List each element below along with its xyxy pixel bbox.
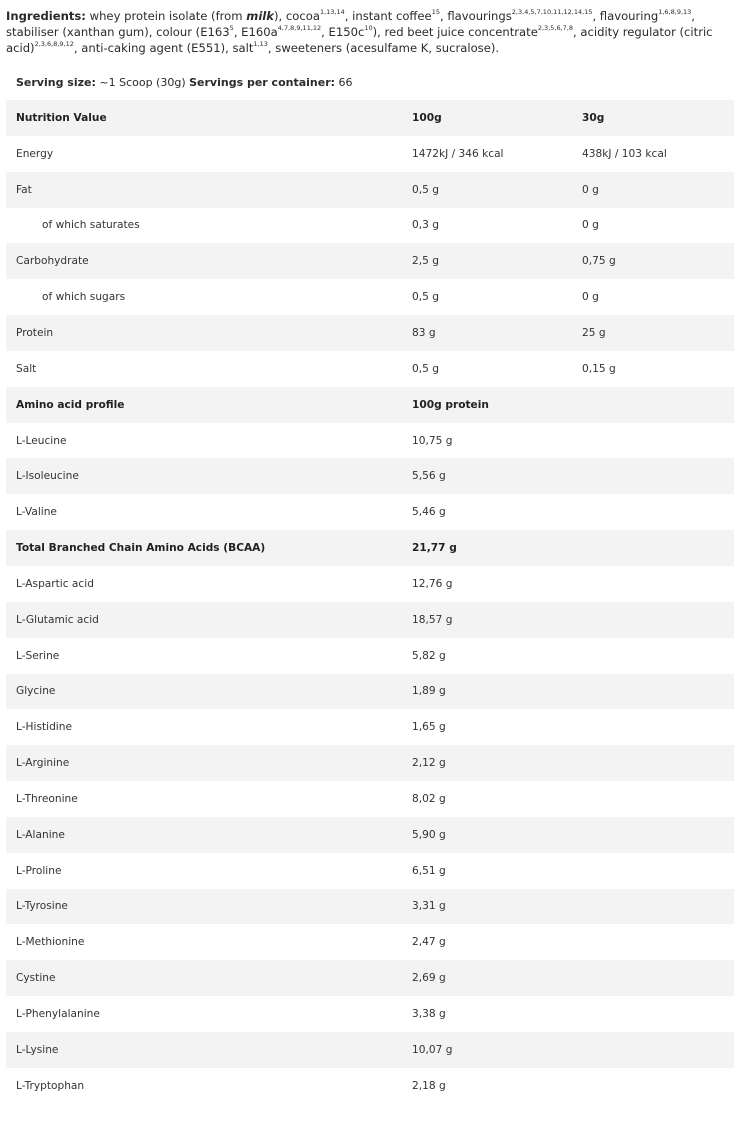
per-serving-cell: 25 g: [572, 315, 734, 351]
per-100g-cell: 2,12 g: [402, 745, 572, 781]
ingredients-text: [6, 8, 734, 56]
per-100g-cell: 83 g: [402, 315, 572, 351]
per-serving-cell: 0,15 g: [582, 362, 616, 375]
nutrient-name-cell: L-Proline: [16, 864, 62, 877]
per-100g-cell: 1,89 g: [402, 674, 572, 710]
ingredients-part: , flavourings: [439, 9, 512, 23]
per-serving-cell: [572, 781, 734, 817]
per-100g-cell: 0,5 g: [412, 291, 439, 304]
nutrient-name-cell: Fat: [6, 172, 402, 208]
per-serving-cell: [572, 1068, 734, 1104]
nutrient-name-cell: of which saturates: [42, 219, 140, 232]
per-100g-cell: 21,77 g: [402, 530, 572, 566]
nutrient-name-cell: Energy: [16, 147, 54, 160]
table-row: [6, 351, 734, 387]
per-serving-cell: [572, 530, 734, 566]
per-100g-cell: 0,3 g: [412, 219, 439, 232]
per-serving-cell: 0 g: [582, 291, 599, 304]
table-row: [6, 996, 734, 1032]
per-100g-cell: 1472kJ / 346 kcal: [412, 147, 504, 160]
nutrient-name-cell: Carbohydrate: [6, 243, 402, 279]
per-serving-cell: [572, 853, 734, 889]
footnote-ref: 5: [229, 24, 234, 33]
footnote-ref: 1,13,14: [319, 8, 345, 17]
nutrient-name-cell: L-Phenylalanine: [16, 1008, 100, 1021]
nutrient-name-cell: Amino acid profile: [6, 387, 402, 423]
per-serving-cell: [572, 889, 734, 925]
per-serving-cell: 438kJ / 103 kcal: [582, 147, 667, 160]
per-100g-cell: 5,90 g: [402, 817, 572, 853]
ingredients-part: ), red beet juice concentrate: [372, 25, 538, 39]
ingredients-label: Ingredients:: [6, 9, 86, 23]
per-serving-cell: [572, 709, 734, 745]
footnote-ref: 1,6,8,9,13: [658, 8, 692, 17]
per-serving-cell: [572, 745, 734, 781]
table-row: [6, 1068, 734, 1104]
per-serving-cell: [572, 423, 734, 459]
nutrient-name-cell: L-Tyrosine: [6, 889, 402, 925]
footnote-ref: 2,3,4,5,7,10,11,12,14,15: [511, 8, 593, 17]
table-row: [6, 279, 734, 315]
per-serving-cell: [572, 494, 734, 530]
per-100g-cell: 1,65 g: [412, 721, 446, 734]
nutrient-name-cell: L-Histidine: [16, 721, 72, 734]
nutrient-name-cell: of which sugars: [42, 291, 126, 304]
ingredients-part: , instant coffee: [344, 9, 432, 23]
per-100g-cell: 8,02 g: [412, 792, 446, 805]
ingredients-part: , flavouring: [592, 9, 659, 23]
footnote-ref: 1,13: [253, 40, 268, 49]
per-100g-cell: 2,69 g: [402, 960, 572, 996]
table-row: [6, 960, 734, 996]
nutrient-name-cell: L-Threonine: [16, 792, 78, 805]
nutrient-name-cell: Protein: [6, 315, 402, 351]
allergen-milk: milk: [246, 9, 274, 23]
table-row: [6, 243, 734, 279]
table-row: [6, 208, 734, 244]
per-serving-cell: [572, 566, 734, 602]
table-row: [6, 458, 734, 494]
table-row: [6, 638, 734, 674]
table-row: [6, 674, 734, 710]
table-row: [6, 136, 734, 172]
per-100g-cell: 100g: [402, 100, 572, 136]
table-row: [6, 745, 734, 781]
footnote-ref: 2,3,5,6,7,8: [537, 24, 574, 33]
per-100g-cell: 3,31 g: [402, 889, 572, 925]
per-100g-cell: 2,47 g: [412, 936, 446, 949]
per-100g-cell: 5,46 g: [412, 506, 446, 519]
nutrient-name-cell: L-Isoleucine: [6, 458, 402, 494]
per-100g-cell: 3,38 g: [412, 1008, 446, 1021]
footnote-ref: 10: [364, 24, 373, 33]
nutrient-name-cell: L-Glutamic acid: [6, 602, 402, 638]
table-row: [6, 709, 734, 745]
per-100g-cell: 0,5 g: [402, 172, 572, 208]
per-100g-cell: 5,82 g: [412, 649, 446, 662]
nutrient-name-cell: L-Lysine: [6, 1032, 402, 1068]
serving-size-value: ~1 Scoop (30g): [95, 76, 190, 89]
footnote-ref: 2,3,6,8,9,12: [34, 40, 74, 49]
per-serving-cell: [572, 674, 734, 710]
nutrient-name-cell: L-Leucine: [16, 434, 67, 447]
per-100g-cell: 0,5 g: [412, 362, 439, 375]
per-serving-cell: [572, 817, 734, 853]
per-serving-cell: [572, 1032, 734, 1068]
table-header-row: [6, 530, 734, 566]
per-100g-cell: 6,51 g: [412, 864, 446, 877]
nutrient-name-cell: Glycine: [6, 674, 402, 710]
per-serving-cell: 30g: [572, 100, 734, 136]
serving-size-label: Serving size:: [16, 76, 96, 89]
nutrition-table-body: [6, 100, 734, 1104]
per-100g-cell: 12,76 g: [412, 577, 453, 590]
nutrient-name-cell: L-Serine: [16, 649, 60, 662]
ingredients-part: , E150c: [321, 25, 365, 39]
table-row: [6, 781, 734, 817]
footnote-ref: 15: [431, 8, 440, 17]
ingredients-part: , sweeteners (acesulfame K, sucralose).: [267, 41, 500, 55]
per-serving-cell: [572, 387, 734, 423]
servings-per-container-value: 66: [335, 76, 353, 89]
per-serving-cell: [572, 924, 734, 960]
per-serving-cell: 0 g: [572, 172, 734, 208]
per-100g-cell: 10,07 g: [402, 1032, 572, 1068]
table-row: [6, 853, 734, 889]
per-serving-cell: [572, 996, 734, 1032]
nutrient-name-cell: L-Aspartic acid: [16, 577, 94, 590]
ingredients-part: ), cocoa: [274, 9, 320, 23]
per-serving-cell: [572, 960, 734, 996]
nutrient-name-cell: Salt: [16, 362, 37, 375]
table-row: [6, 566, 734, 602]
nutrient-name-cell: L-Valine: [16, 506, 57, 519]
ingredients-part: , E160a: [233, 25, 278, 39]
per-serving-cell: [572, 638, 734, 674]
footnote-ref: 4,7,8,9,11,12: [277, 24, 322, 33]
nutrient-name-cell: L-Tryptophan: [16, 1079, 85, 1092]
table-row: [6, 602, 734, 638]
nutrition-table: [6, 100, 734, 1104]
per-100g-cell: 2,5 g: [402, 243, 572, 279]
nutrient-name-cell: Total Branched Chain Amino Acids (BCAA): [6, 530, 402, 566]
table-row: [6, 494, 734, 530]
ingredients-part: whey protein isolate (from: [85, 9, 247, 23]
per-100g-cell: 10,75 g: [412, 434, 453, 447]
nutrient-name-cell: Nutrition Value: [6, 100, 402, 136]
per-serving-cell: 0 g: [582, 219, 599, 232]
per-serving-cell: [572, 458, 734, 494]
nutrient-name-cell: L-Alanine: [6, 817, 402, 853]
table-row: [6, 924, 734, 960]
nutrient-name-cell: Cystine: [6, 960, 402, 996]
per-100g-cell: 5,56 g: [402, 458, 572, 494]
table-row: [6, 1032, 734, 1068]
per-100g-cell: 100g protein: [402, 387, 572, 423]
table-header-row: [6, 100, 734, 136]
per-serving-cell: [572, 602, 734, 638]
serving-info: [16, 76, 353, 89]
table-row: [6, 889, 734, 925]
nutrient-name-cell: L-Arginine: [6, 745, 402, 781]
nutrient-name-cell: L-Methionine: [16, 936, 85, 949]
per-serving-cell: 0,75 g: [572, 243, 734, 279]
ingredients-part: , anti-caking agent (E551), salt: [73, 41, 254, 55]
per-100g-cell: 18,57 g: [402, 602, 572, 638]
ingredients-part: , acidity regulator (citric acid): [6, 25, 713, 55]
servings-per-container-label: Servings per container:: [189, 76, 336, 89]
table-header-row: [6, 387, 734, 423]
table-row: [6, 817, 734, 853]
table-row: [6, 315, 734, 351]
per-100g-cell: 2,18 g: [412, 1079, 446, 1092]
table-row: [6, 423, 734, 459]
ingredients-part: , stabiliser (xanthan gum), colour (E163: [6, 9, 695, 39]
table-row: [6, 172, 734, 208]
